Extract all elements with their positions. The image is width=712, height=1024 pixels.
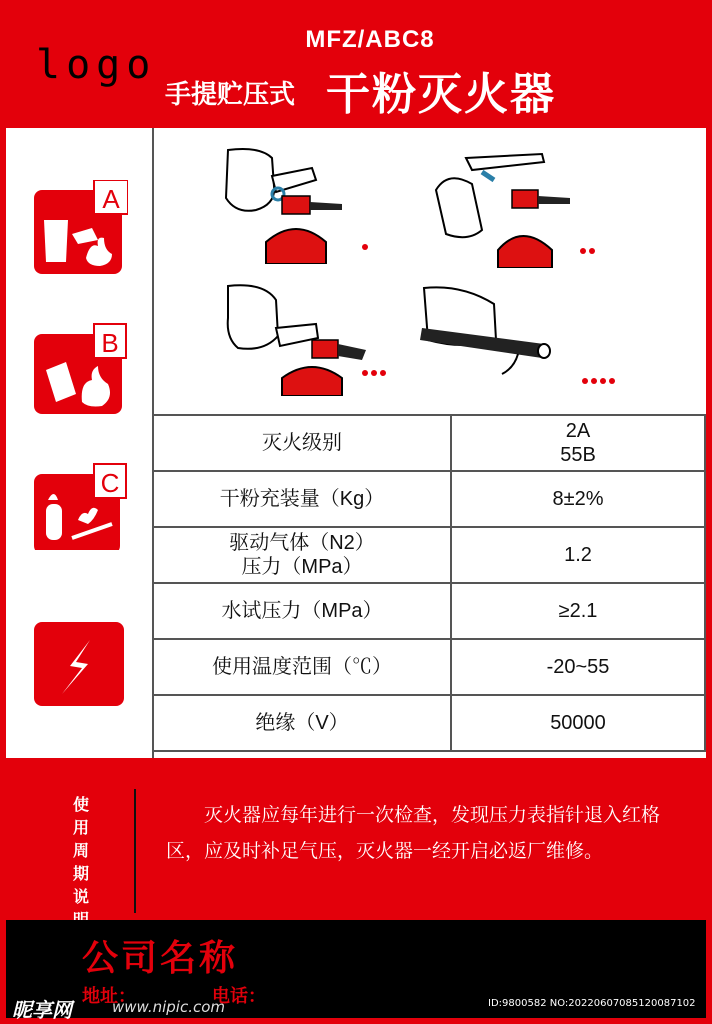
- spec-label: 绝缘（V）: [153, 695, 451, 751]
- usage-section: [6, 775, 706, 915]
- header: [0, 0, 712, 128]
- address-label: 地址：: [82, 986, 136, 1007]
- spec-label: 干粉充装量（Kg）: [153, 471, 451, 527]
- usage-note: 灭火器应每年进行一次检查，发现压力表指针退入红格区，应及时补足气压，灭火器一经开启必返厂维修。: [166, 804, 661, 862]
- usage-label-char: 用: [72, 818, 89, 837]
- usage-label-char: 期: [72, 864, 89, 883]
- table-row: [153, 583, 705, 639]
- spec-label: 水试压力（MPa）: [153, 583, 451, 639]
- spec-value-line: 55B: [560, 444, 596, 466]
- press-lever-step-icon: [216, 278, 376, 396]
- aim-hose-step-icon: [418, 282, 558, 394]
- step-3-marker: [360, 368, 394, 382]
- company-name: 公司名称: [82, 938, 239, 979]
- step-4-marker: [580, 376, 626, 390]
- spec-value-line: 2A: [565, 420, 591, 442]
- logo: logo: [36, 42, 157, 88]
- table-row: [153, 639, 705, 695]
- spec-value: ≥2.1: [451, 583, 705, 639]
- spec-label: [153, 527, 451, 583]
- class-b-letter: B: [101, 328, 119, 358]
- usage-label-char: 使: [72, 795, 89, 814]
- table-row: [153, 415, 705, 471]
- spec-value: 1.2: [451, 527, 705, 583]
- spec-value: 8±2%: [451, 471, 705, 527]
- pull-pin-step-icon: [216, 146, 376, 264]
- main-panel: [6, 128, 706, 758]
- fire-class-column: [6, 128, 154, 758]
- spec-label-line: 驱动气体（N2）: [229, 532, 375, 554]
- step-1-marker: [360, 242, 374, 256]
- spec-label-line: 压力（MPa）: [241, 556, 363, 578]
- step-2-marker: [578, 246, 602, 260]
- spec-value: 50000: [451, 695, 705, 751]
- divider: [134, 789, 136, 913]
- class-a-letter: A: [102, 184, 120, 214]
- title-prefix: 手提贮压式: [165, 80, 296, 110]
- gas-fire-icon: [32, 454, 128, 550]
- remove-seal-step-icon: [432, 150, 592, 268]
- table-row: [153, 471, 705, 527]
- model-number: MFZ/ABC8: [305, 26, 435, 53]
- liquid-fire-icon: [32, 318, 128, 414]
- solid-fire-icon: [32, 180, 128, 276]
- spec-value: [451, 415, 705, 471]
- image-id-text: ID:9800582 NO:20220607085120087102: [488, 998, 696, 1009]
- watermark-brand: 昵享网: [12, 998, 72, 1022]
- usage-label: [68, 793, 94, 931]
- usage-label-char: 周: [72, 841, 89, 860]
- spec-value: -20~55: [451, 639, 705, 695]
- electrical-fire-icon: [32, 618, 128, 714]
- class-c-letter: C: [100, 468, 120, 498]
- title-main: 干粉灭火器: [326, 69, 556, 120]
- phone-label: 电话：: [212, 986, 266, 1007]
- usage-steps: [154, 128, 706, 414]
- spec-label: 灭火级别: [153, 415, 451, 471]
- watermark-url: www.nipic.com: [112, 998, 226, 1016]
- spec-label: 使用温度范围（℃）: [153, 639, 451, 695]
- table-row: [153, 527, 705, 583]
- usage-label-char: 说: [72, 887, 89, 906]
- specs-table: [152, 414, 706, 752]
- table-row: [153, 695, 705, 751]
